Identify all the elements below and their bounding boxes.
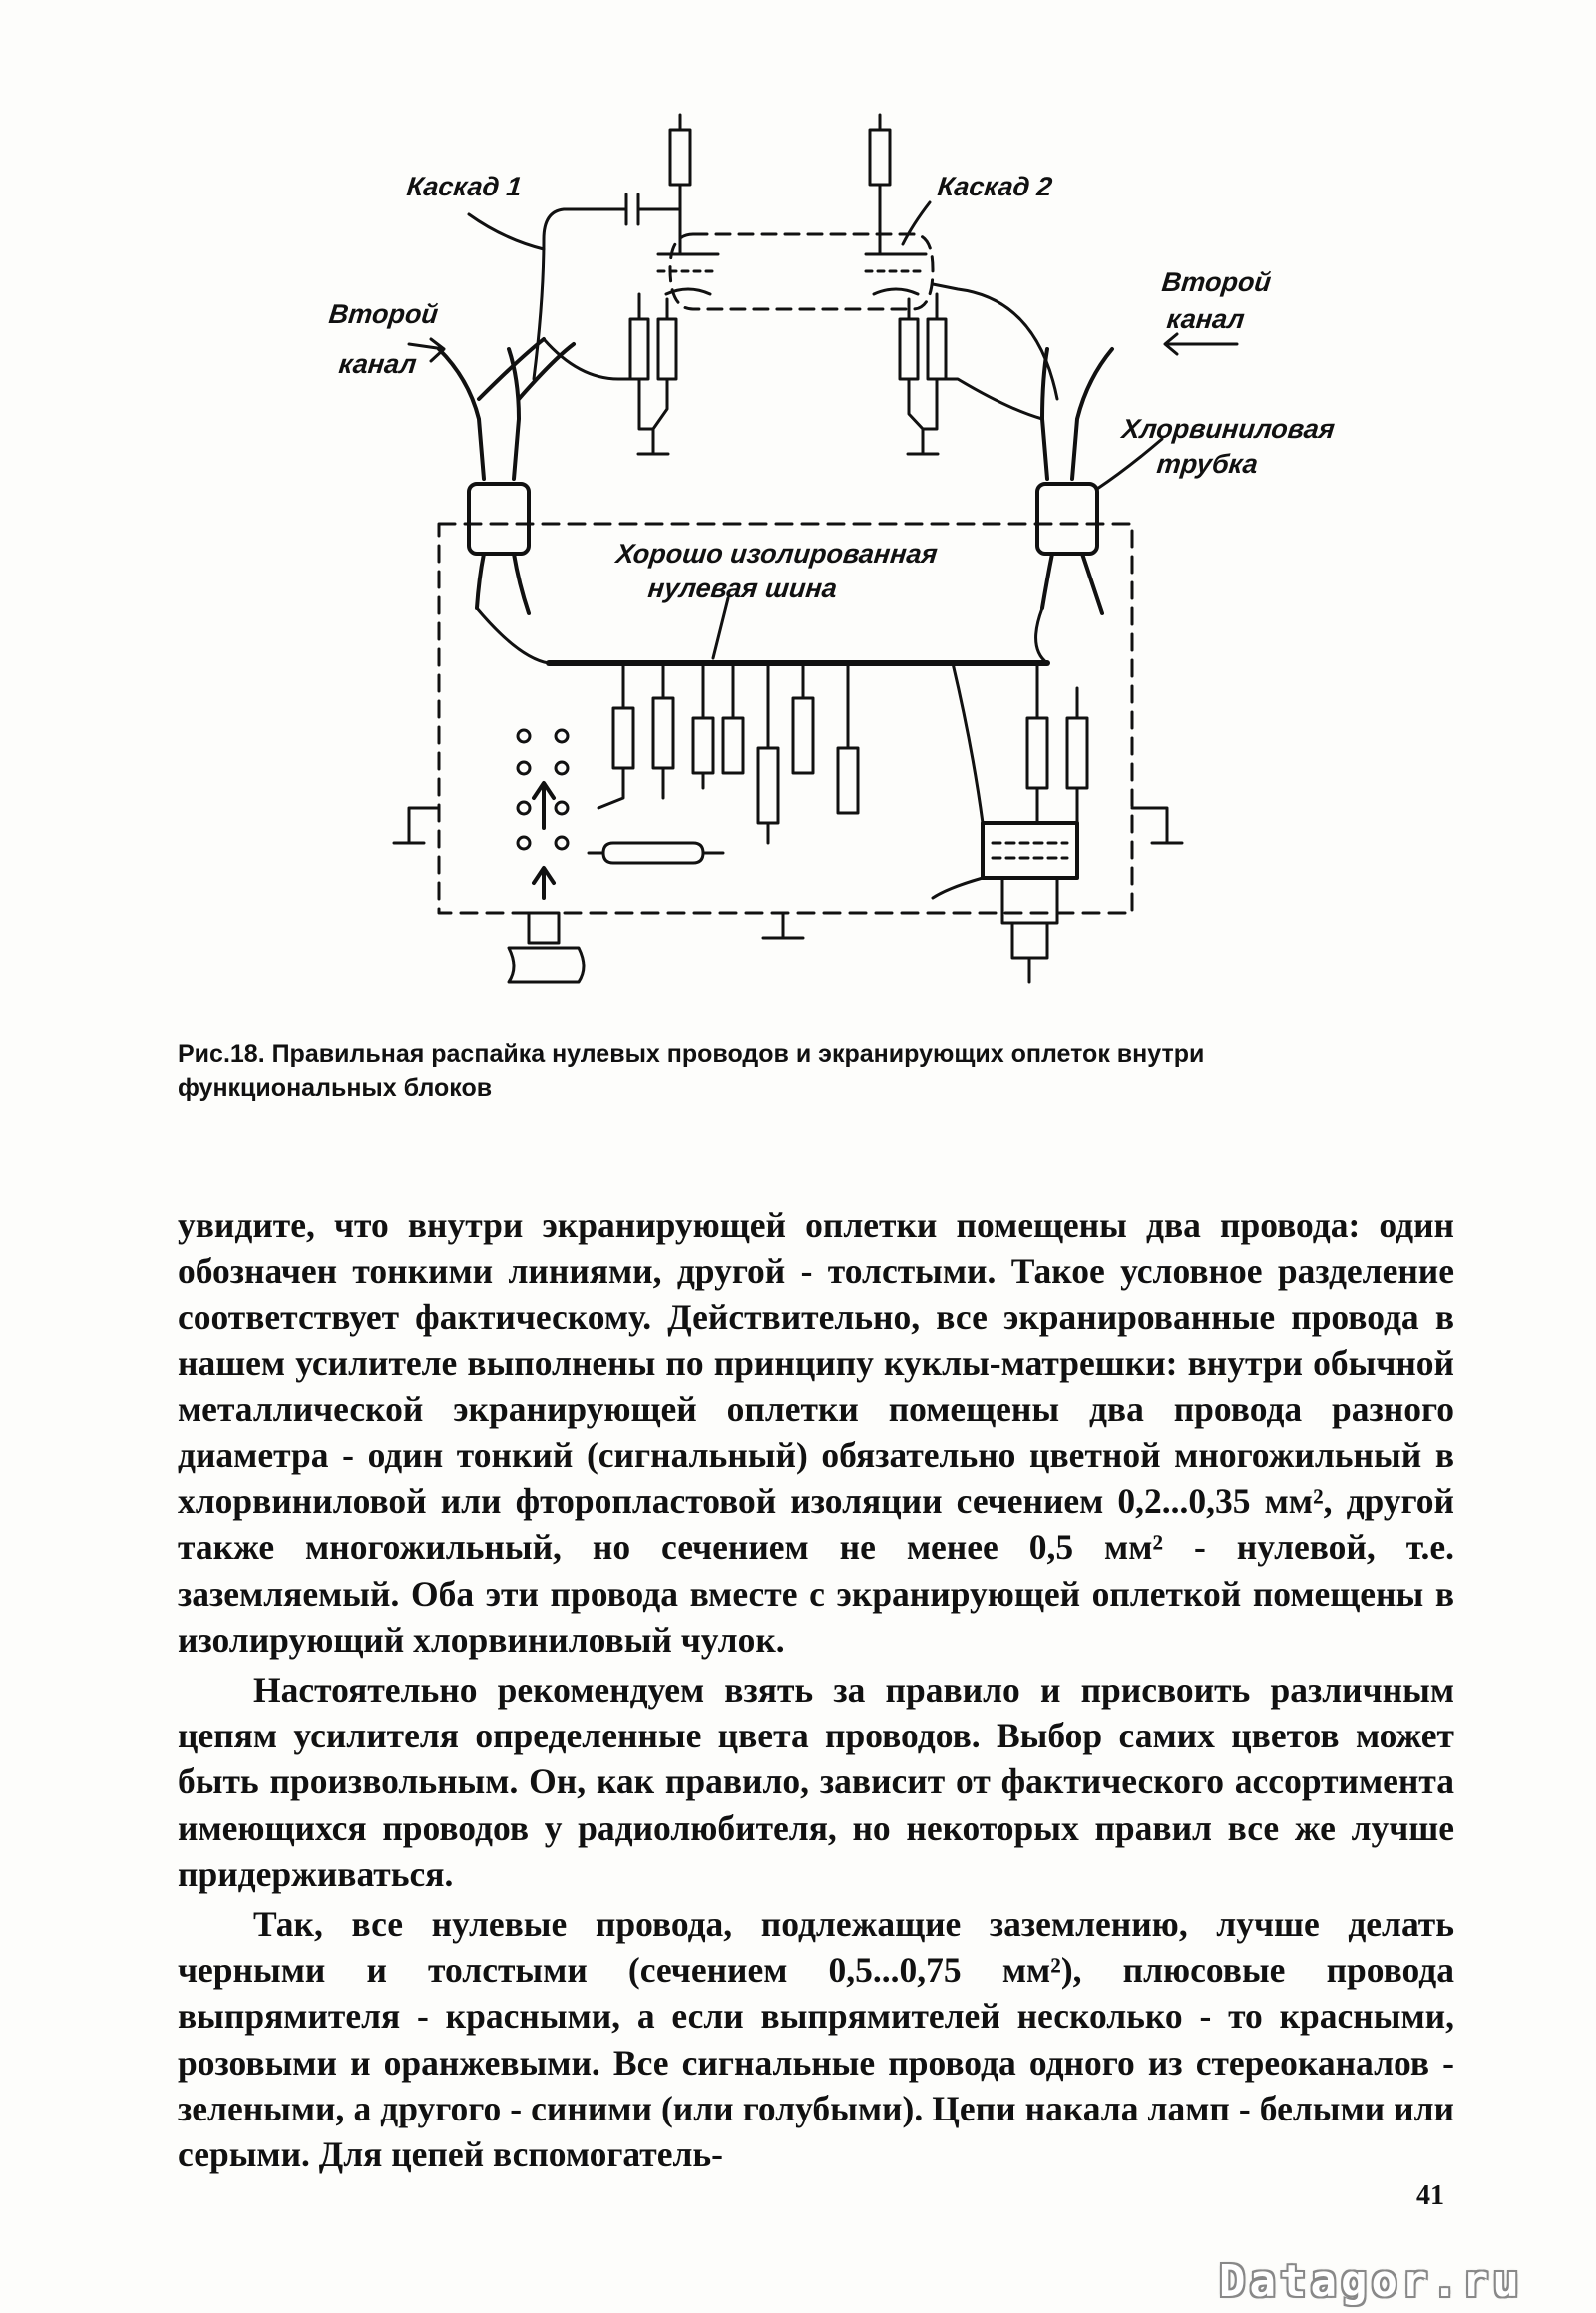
input-jack [509,913,584,982]
wiring-diagram [0,0,1596,997]
paragraph: Так, все нулевые провода, подлежащие заземлению, лучше делать черными и толстыми (сечением 0,5...0,75 мм²), плюсовые провода выпрямителя - красными, а если выпрямителей несколько - то красными, розовыми и оранжевыми. Все сигнальные провода одного из стереоканалов - зелеными, а другого - синими (или голубыми). Цепи накала ламп - белыми или серыми. Для цепей вспомогатель- [178,1904,1454,2175]
ground-bottom [763,913,803,938]
volume-potentiometer [983,823,1077,878]
page-number: 41 [1416,2180,1444,2211]
label-cascade-2: Каскад 2 [936,172,1054,201]
wiring-figure [0,0,1596,997]
paragraph: увидите, что внутри экранирующей оплетки помещены два провода: один обозначен тонкими линиями, другой - толстыми. Такое условное разделение соответствует фактическому. Действительно, все экранированные провода в нашем усилителе выполнены по принципу куклы-матрешки: внутри обычной металлической экранирующей оплетки помещены два провода разного диаметра - один тонкий (сигнальный) обязательно цветной многожильный в хлорвиниловой или фторопластовой изоляции сечением 0,2...0,35 мм², другой также многожильный, но сечением не менее 0,5 мм² - нулевой, т.е. заземляемый. Оба эти провода вместе с экранирующей оплеткой помещены в изолирующий хлорвиниловый чулок. [178,1205,1454,1660]
watermark: Datagor.ru [1219,2256,1523,2307]
body-text [178,1202,1454,2177]
label-cascade-1: Каскад 1 [405,172,524,201]
tube2-cathode [874,289,918,294]
ground-right [1132,808,1182,843]
label-second-channel-left-line1: Второй [327,299,440,329]
left-pvc-tube [469,484,529,554]
right-pvc-tube [1037,484,1097,554]
paragraph: Настоятельно рекомендуем взять за правило и присвоить различным цепям усилителя определенные цвета проводов. Выбор самих цветов может быть произвольным. Он, как правило, зависит от фактического ассортимента имеющихся проводов у радиолюбителя, но некоторых правил все же лучше придерживаться. [178,1670,1454,1894]
left-cable [439,349,519,479]
label-second-channel-left-line2: канал [337,349,419,379]
label-pvc-tube-line1: Хлорвиниловая [1120,414,1337,444]
right-cable [1042,349,1112,479]
label-pvc-tube-line2: трубка [1155,449,1260,479]
label-second-channel-right-line1: Второй [1160,267,1273,297]
figure-caption: Рис.18. Правильная распайка нулевых проводов и экранирующих оплеток внутри функциональных блоков [178,1040,1205,1102]
label-zero-bus-line2: нулевая шина [646,574,839,603]
ground-left [394,808,439,843]
label-zero-bus-line1: Хорошо изолированная [614,539,940,569]
anode-resistor-1 [670,115,690,254]
label-second-channel-right-line2: канал [1165,304,1247,334]
coupling-capacitor [544,194,680,239]
